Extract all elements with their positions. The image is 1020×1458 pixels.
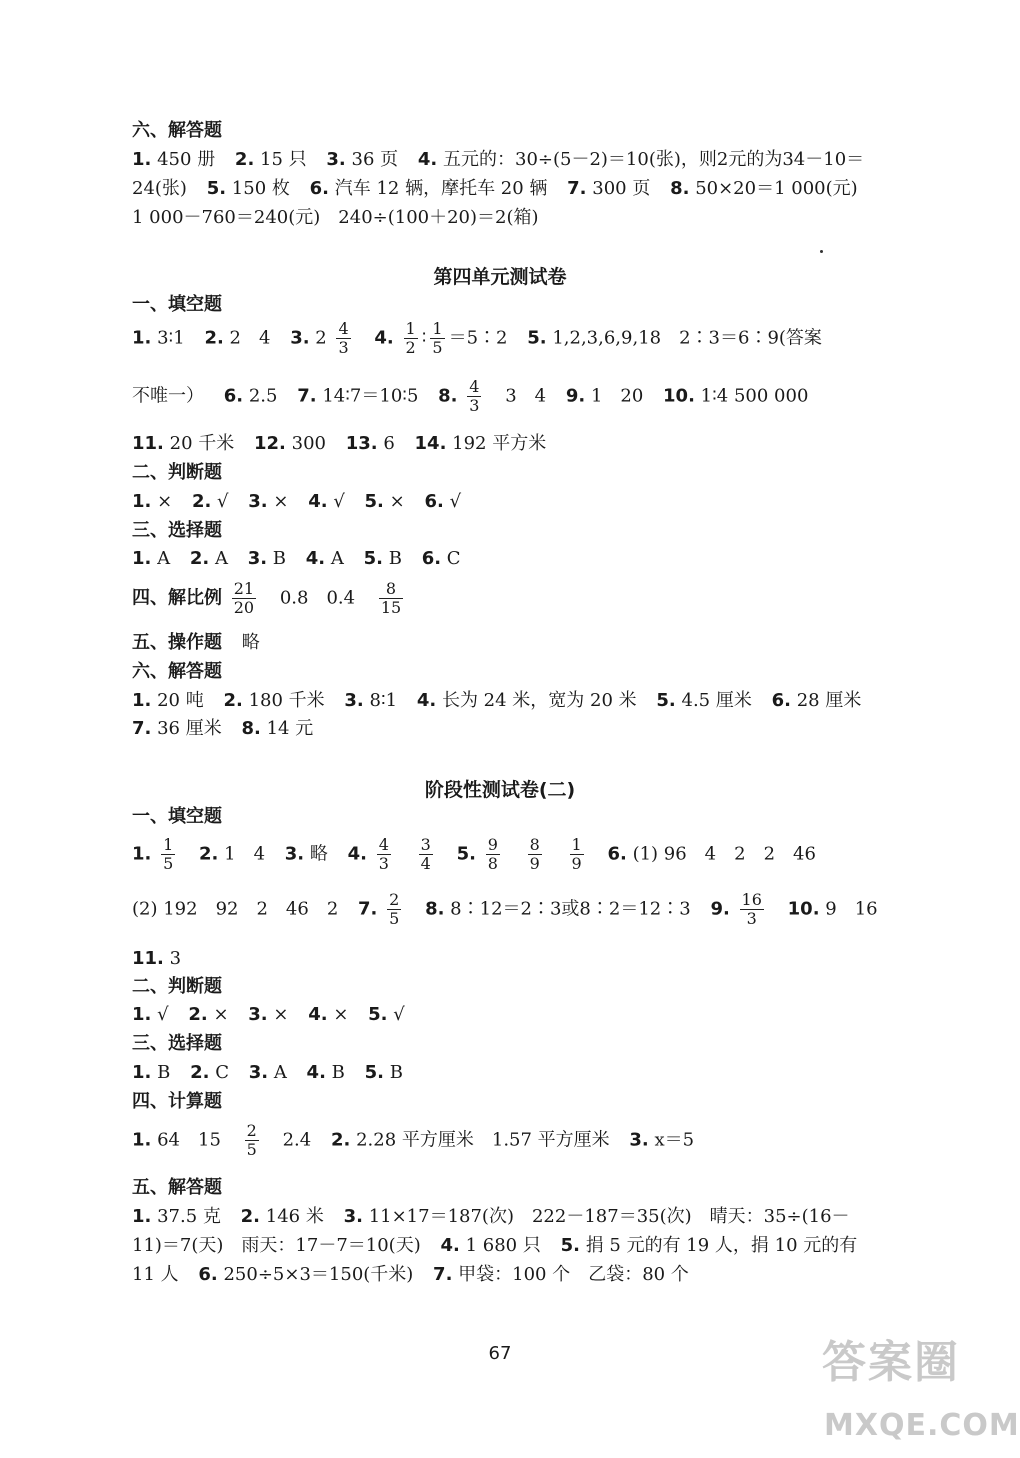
section-heading: 五、操作题 bbox=[132, 632, 222, 653]
answer-line: 7. 36 厘米 8. 14 元 bbox=[132, 718, 314, 739]
answer-line: 11)＝7(天) 雨天：17－7＝10(天) 4. 1 680 只 5. 捐 5 元的有 19 人，捐 10 元的有 bbox=[132, 1235, 858, 1256]
section-heading: 二、判断题 bbox=[132, 976, 222, 997]
answer-line: 四、解比例 $\frac{21}{20}$ 0.8 0.4 $\frac{8}{15}$ bbox=[132, 579, 402, 617]
fraction: $\frac{9}{8}$ bbox=[487, 835, 498, 873]
answer-line: 不唯一） 6. 2.5 7. 14∶7＝10∶5 8. $\frac{4}{3}$ 3 4 9. 1 20 10. 1∶4 500 000 bbox=[132, 377, 809, 415]
section-title: 阶段性测试卷(二) bbox=[424, 779, 576, 801]
fraction: $\frac{1}{9}$ bbox=[571, 835, 582, 873]
section-heading: 五、解答题 bbox=[132, 1177, 222, 1198]
answer-line: 1. 64 15 $\frac{2}{5}$ 2.4 2. 2.28 平方厘米 1.57 平方厘米 3. x＝5 bbox=[132, 1121, 695, 1159]
watermark-logo-icon: 答案圈 bbox=[822, 1337, 960, 1388]
section-heading: 二、判断题 bbox=[132, 462, 222, 483]
section-heading: 三、选择题 bbox=[132, 1033, 222, 1054]
answer-line: (2) 192 92 2 46 2 7. $\frac{2}{5}$ 8. 8∶12＝2∶3或8∶2＝12∶3 9. $\frac{16}{3}$ 10. 9 16 bbox=[132, 890, 878, 928]
answer-line: 1. $\frac{1}{5}$ 2. 1 4 3. 略 4. $\frac{4}{3}$ $\frac{3}{4}$ 5. $\frac{9}{8}$ $\frac{8}{9}$ $\frac{1}{9}$ 6. (1) 96 4 2 2 46 bbox=[132, 835, 816, 873]
answer-line: 五、操作题 略 bbox=[132, 632, 260, 653]
answer-line: 1. B 2. C 3. A 4. B 5. B bbox=[132, 1062, 403, 1083]
fraction: $\frac{3}{4}$ bbox=[420, 835, 431, 873]
fraction: $\frac{4}{3}$ bbox=[469, 377, 480, 415]
fraction: $\frac{2}{5}$ bbox=[246, 1121, 257, 1159]
answer-line: 1. 37.5 克 2. 146 米 3. 11×17＝187(次) 222－187＝35(次) 晴天：35÷(16－ bbox=[132, 1206, 850, 1227]
fraction: $\frac{8}{9}$ bbox=[529, 835, 540, 873]
fraction: $\frac{21}{20}$ bbox=[233, 579, 255, 617]
fraction: $\frac{4}{3}$ bbox=[338, 319, 349, 357]
answer-line: 1. A 2. A 3. B 4. A 5. B 6. C bbox=[132, 548, 461, 569]
answer-line: 1. × 2. √ 3. × 4. √ 5. × 6. √ bbox=[132, 491, 462, 512]
section-heading: 一、填空题 bbox=[132, 294, 222, 315]
answer-line: 1. 3∶1 2. 2 4 3. 2 $\frac{4}{3}$ 4. $\frac{1}{2}$ ∶ $\frac{1}{5}$ ＝5∶2 5. 1,2,3,6,9,18 2∶3＝6∶9(答案 bbox=[132, 319, 822, 357]
fraction: $\frac{1}{5}$ bbox=[432, 319, 443, 357]
fraction: $\frac{8}{15}$ bbox=[380, 579, 402, 617]
fraction: $\frac{1}{2}$ bbox=[405, 319, 416, 357]
answer-line: 11. 20 千米 12. 300 13. 6 14. 192 平方米 bbox=[132, 433, 547, 454]
section-heading: 四、计算题 bbox=[132, 1091, 222, 1112]
answer-line: 24(张) 5. 150 枚 6. 汽车 12 辆，摩托车 20 辆 7. 300 页 8. 50×20＝1 000(元) bbox=[132, 178, 858, 199]
section-heading: 四、解比例 bbox=[132, 587, 222, 609]
answer-line: 1. 20 吨 2. 180 千米 3. 8∶1 4. 长为 24 米，宽为 20 米 5. 4.5 厘米 6. 28 厘米 bbox=[132, 690, 862, 711]
fraction: $\frac{1}{5}$ bbox=[163, 835, 174, 873]
section-heading: 六、解答题 bbox=[132, 661, 222, 682]
section-heading: 三、选择题 bbox=[132, 520, 222, 541]
answer-line: 1 000－760＝240(元) 240÷(100＋20)＝2(箱) bbox=[132, 207, 539, 228]
fraction: $\frac{4}{3}$ bbox=[378, 835, 389, 873]
answer-line: 1. 450 册 2. 15 只 3. 36 页 4. 五元的：30÷(5－2)＝10(张)，则2元的为34－10＝ bbox=[132, 149, 865, 170]
answer-line: 11. 3 bbox=[132, 948, 182, 969]
fraction: $\frac{2}{5}$ bbox=[389, 890, 400, 928]
page-number: 67 bbox=[488, 1343, 512, 1364]
section-heading: 六、解答题 bbox=[132, 120, 222, 141]
answer-line: 11 人 6. 250÷5×3＝150(千米) 7. 甲袋：100 个 乙袋：80 个 bbox=[132, 1264, 689, 1285]
section-title: 第四单元测试卷 bbox=[433, 266, 567, 288]
section-heading: 一、填空题 bbox=[132, 806, 222, 827]
answer-line: 1. √ 2. × 3. × 4. × 5. √ bbox=[132, 1004, 405, 1025]
fraction: $\frac{16}{3}$ bbox=[741, 890, 762, 928]
print-speck bbox=[820, 250, 823, 253]
watermark bbox=[822, 1326, 1020, 1450]
watermark-url: MXQE.COM bbox=[824, 1408, 1020, 1443]
